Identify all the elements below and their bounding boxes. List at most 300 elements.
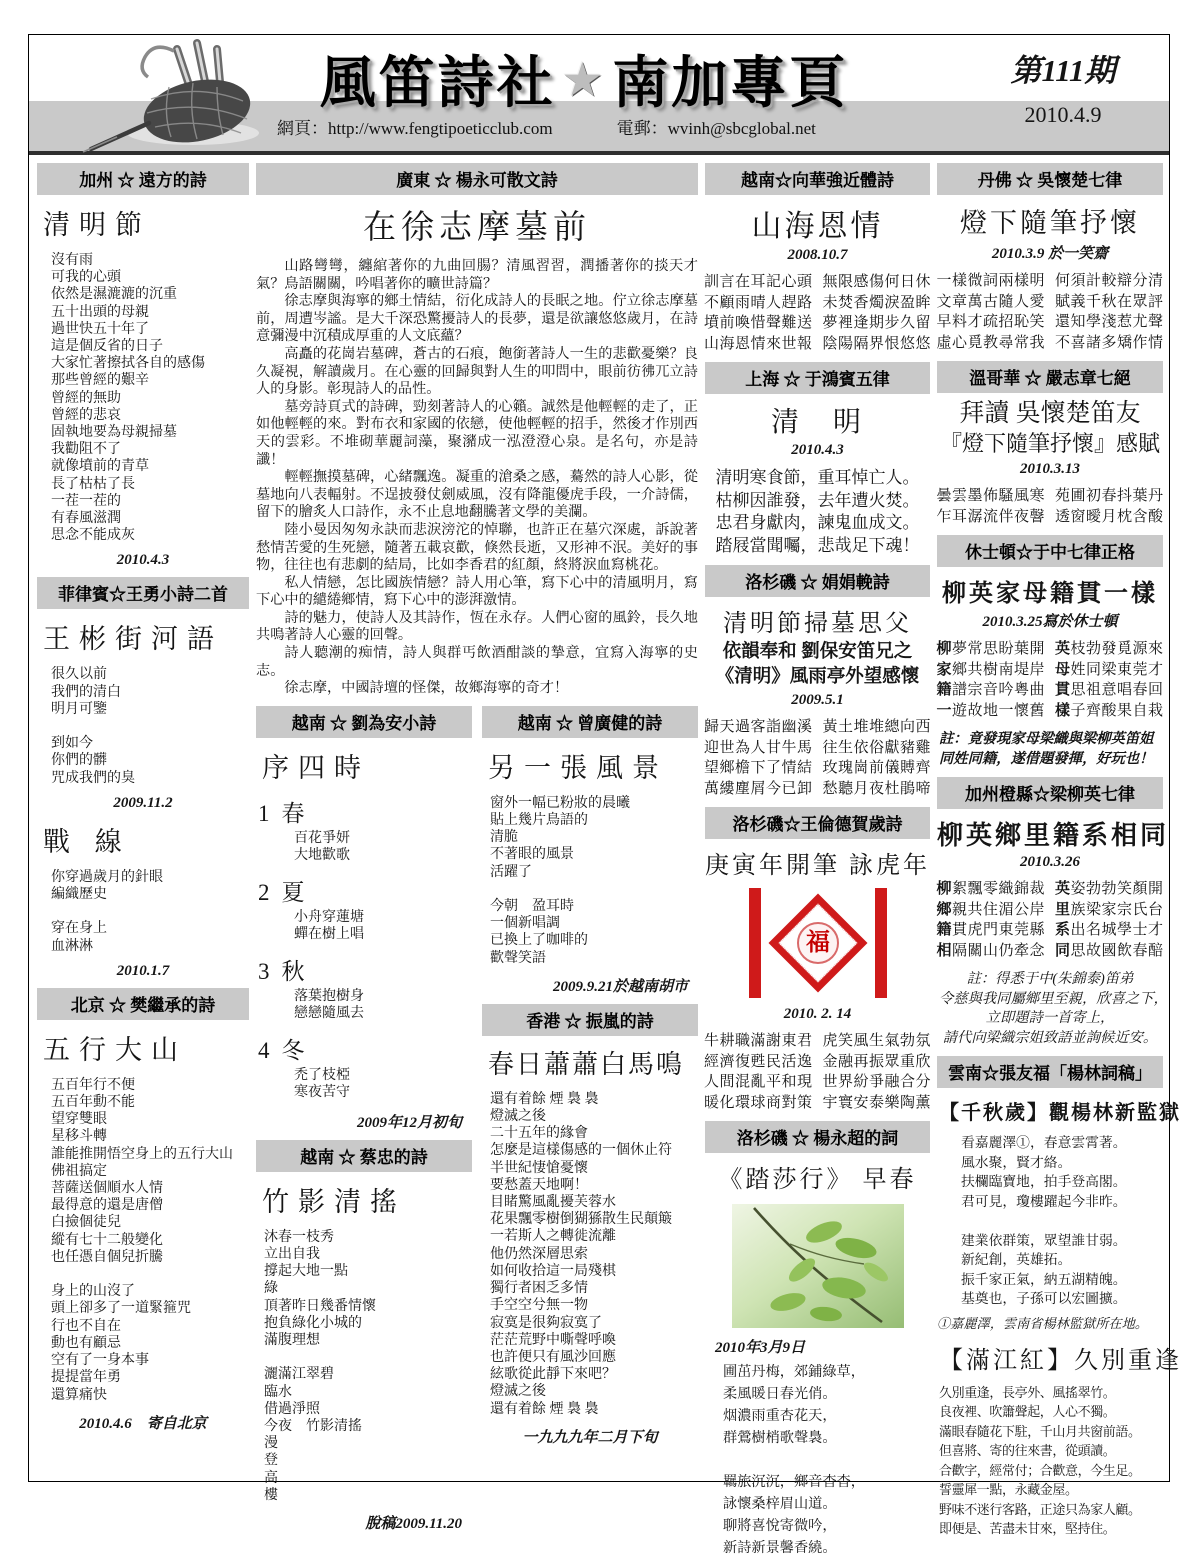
couplet-left: 萬縷塵屑今已卸 xyxy=(703,780,813,797)
poem-title: 庚寅年開筆 詠虎年 xyxy=(705,853,930,879)
poem-line: 一若斯人之轉徙流離 xyxy=(490,1229,616,1245)
couplet-right: 苑圃初春抖葉丹 xyxy=(1055,488,1164,504)
stanza-number: 3 xyxy=(258,958,270,984)
poem-line: 你們的髒 xyxy=(51,753,107,769)
poem-line: 戀戀隨風去 xyxy=(294,1006,364,1022)
couplet-row xyxy=(937,507,1163,528)
couplet-left: 墳前喚惜聲難送 xyxy=(703,315,813,331)
couplet-row xyxy=(937,639,1163,660)
ci-qianqiusui xyxy=(937,1096,1181,1332)
poem-line: 固執地要為母親掃墓 xyxy=(51,425,177,441)
poem-date: 2010.1.7 xyxy=(116,962,170,979)
poem-line xyxy=(723,1449,930,1471)
poem-lingyizhangfengjing xyxy=(482,746,698,996)
poem-xusishi xyxy=(256,746,472,1132)
stanza-season: 夏 xyxy=(281,879,305,905)
column-2 xyxy=(256,163,698,1533)
poem-subtitle: 《清明》風雨亭外望感懷 xyxy=(715,667,920,687)
poem-line: 大地歡歌 xyxy=(294,848,350,864)
couplet-right: 陰陽隔界恨悠悠 xyxy=(822,335,932,352)
essay-paragraph: 詩的魅力，使詩人及其詩作，恆在永存。人們心窗的風鈴，長久地共鳴著詩人心靈的回聲。 xyxy=(256,609,698,644)
poem-line: 二十五年的緣會 xyxy=(490,1126,588,1142)
couplet-right: 系出名城學士才 xyxy=(1055,922,1164,938)
poem-line: 登 xyxy=(264,1453,278,1469)
poem-date: 2010年3月9日 xyxy=(715,1340,806,1356)
ci-line: 君可見，瓊樓躍起今非昨。 xyxy=(961,1193,1127,1209)
couplet-right: 英枝勃發覓源來 xyxy=(1055,641,1164,657)
couplet-right: 愁聽月夜杜鵑啼 xyxy=(822,780,932,797)
website-url: 網頁：http://www.fengtipoeticclub.com xyxy=(277,119,553,138)
poem-line: 曾經的悲哀 xyxy=(51,407,121,423)
ci-title: 【滿江紅】久別重逢 xyxy=(939,1347,1182,1374)
poem-date: 2008.10.7 xyxy=(787,247,848,263)
couplet-row xyxy=(705,313,930,334)
poem-line: 就像墳前的青草 xyxy=(51,459,149,475)
poem-line: 血淋淋 xyxy=(51,938,93,954)
couplet-left: 柳絮飄零織錦裁 xyxy=(936,881,1045,897)
papercut-diamond xyxy=(768,894,867,993)
poem-qingming-wulv xyxy=(705,400,930,557)
poem-date: 2009.5.1 xyxy=(791,692,844,708)
stanza-number: 2 xyxy=(258,879,270,905)
poem-line: 茫茫荒野中嘶聲呼喚 xyxy=(490,1332,616,1348)
couplet-left: 歸天過客詣幽溪 xyxy=(703,719,813,735)
couplet-right: 母姓同梁東莞才 xyxy=(1055,661,1164,678)
poem-line xyxy=(490,881,698,898)
ci-line: 風水聚，賢才絡。 xyxy=(961,1154,1072,1170)
couplet-left: 乍耳潺流伴夜韾 xyxy=(936,508,1045,525)
couplet-row xyxy=(705,1031,930,1052)
essay-paragraph: 輕輕撫摸墓碑，心緒飄逸。凝重的滄桑之感，驀然的詩人心影，從墓地向八表輻射。不逞披發仗劍威風，沒有降龍優虎手段，一介詩儒，留下的膾炙人口詩作，永不止息地翻騰著文學的美瀾。 xyxy=(256,469,698,521)
section-banner-denver: 丹佛 ☆ 吳懷楚七律 xyxy=(937,163,1163,195)
poem-line: 新詩新景馨香繞。 xyxy=(723,1540,837,1556)
poem-line: 枯柳因誰發，去年遭火焚。 xyxy=(715,490,920,510)
ci-line: 良夜裡、吹簫聲起，人心不獨。 xyxy=(939,1404,1116,1419)
couplet-left: 牛耕職滿謝東君 xyxy=(703,1033,813,1049)
note-line: 同姓同籍，遂借題發揮，好玩也！ xyxy=(939,750,1154,767)
couplet-right: 透窗曖月枕含酸 xyxy=(1055,508,1164,525)
page-body xyxy=(29,155,1182,1556)
page-title-left: 風笛詩社 xyxy=(319,53,556,115)
stanza-season: 秋 xyxy=(281,958,305,984)
ci-footnote: ①嘉麗澤，雲南省楊林監獄所在地。 xyxy=(937,1315,1148,1331)
stanza-heading xyxy=(258,1032,472,1065)
couplet-block xyxy=(705,1031,930,1113)
couplet-row xyxy=(705,1072,930,1093)
note-line: 令慈與我同屬鄉里至親，欣喜之下， xyxy=(939,990,1168,1007)
poem-line: 如何收拾這一局殘棋 xyxy=(490,1263,616,1279)
poem-line xyxy=(51,903,249,920)
poem-saomusifu xyxy=(705,603,930,799)
poem-line: 禿了枝椏 xyxy=(294,1067,350,1083)
fu-character: 福 xyxy=(797,922,839,964)
page-title xyxy=(244,39,924,119)
poem-line: 星移斗轉 xyxy=(51,1129,107,1145)
couplet-row xyxy=(705,758,930,779)
poem-note xyxy=(939,730,1161,769)
sub-column-right xyxy=(482,706,698,1537)
couplet-right: 同思故國飲春醅 xyxy=(1055,942,1164,959)
poem-line: 到如今 xyxy=(51,736,93,752)
poem-line: 沐春一枝秀 xyxy=(264,1229,334,1245)
poem-line: 忠君身獻肉，諫鬼血成文。 xyxy=(715,513,920,532)
couplet-right: 夢裡逢期步久留 xyxy=(822,315,932,331)
poem-line: 已換上了咖啡的 xyxy=(490,933,588,949)
poem-baidu-ganfu xyxy=(937,399,1163,527)
poem-line: 誰能推開悟空身上的五行大山 xyxy=(51,1146,233,1162)
masthead xyxy=(29,35,1169,155)
poem-line: 寂寞是很夠寂寞了 xyxy=(490,1315,602,1331)
couplet-right: 未焚香燭淚盈眸 xyxy=(822,294,932,311)
poem-line: 一個新唱調 xyxy=(490,916,560,932)
ci-body xyxy=(937,1383,1163,1539)
poem-line: 大家忙著擦拭各自的感傷 xyxy=(51,356,205,372)
couplet-right: 貫思祖意唱春回 xyxy=(1055,682,1164,698)
stanza-heading xyxy=(258,953,472,986)
masthead-contact xyxy=(277,114,927,139)
poem-body xyxy=(37,252,249,544)
issue-number: 第111期 xyxy=(1010,53,1116,88)
poem-subtitle: 依韻奉和 劉保安笛兄之 xyxy=(722,642,913,662)
couplet-row xyxy=(705,779,930,800)
couplet-row xyxy=(937,333,1163,354)
poem-line: 最得意的還是唐僧 xyxy=(51,1198,163,1214)
poem-shanhaienqing xyxy=(705,201,930,354)
couplet-left: 籍貫虎門東莞縣 xyxy=(936,922,1045,938)
couplet-right: 英姿勃勃笑顏開 xyxy=(1055,881,1164,897)
poem-line: 撐起大地一點 xyxy=(264,1264,348,1280)
poem-body xyxy=(482,795,698,967)
poem-dengxiasuibi xyxy=(937,201,1163,353)
ci-manjianghong xyxy=(937,1340,1182,1539)
couplet-row xyxy=(705,1093,930,1114)
issue-block xyxy=(973,45,1153,128)
poem-line: 頭上卻多了一道緊箍咒 xyxy=(51,1301,191,1317)
bagpipe-icon xyxy=(81,35,271,158)
essay-paragraph: 私人情戀，怎比國族情戀？詩人用心筆，寫下心中的清風明月，寫下心中的繾綣鄉情，寫下心中的澎湃激情。 xyxy=(256,574,698,609)
couplet-left: 文章萬古隨人愛 xyxy=(936,293,1045,310)
sub-column-left xyxy=(256,706,472,1537)
couplet-row xyxy=(937,941,1163,962)
poem-line: 半世紀悽愴憂懷 xyxy=(490,1160,588,1176)
poem-date: 一九九九年二月下旬 xyxy=(522,1429,658,1446)
couplet-row xyxy=(705,272,930,293)
couplet-left: 望鄉檐下了情結 xyxy=(703,760,813,776)
couplet-row xyxy=(937,701,1163,722)
poem-date: 2010. 2. 14 xyxy=(783,1006,852,1022)
stanza xyxy=(256,795,472,865)
note-line: 請代向梁織宗姐致語並詢候近安。 xyxy=(942,1029,1158,1046)
poem-line: 高 xyxy=(264,1470,278,1486)
couplet-row xyxy=(937,312,1163,333)
stanza xyxy=(256,1032,472,1102)
couplet-left: 人間混亂平和現 xyxy=(703,1074,813,1090)
poem-line: 動也有顧忌 xyxy=(51,1335,121,1351)
poem-body xyxy=(256,1229,472,1504)
couplet-row xyxy=(705,738,930,759)
poem-line: 五百年動不能 xyxy=(51,1095,135,1111)
ci-line: 滿眼春隨花下駐，千山月共窗前語。 xyxy=(939,1423,1141,1439)
couplet-left: 相隔關山仍牽念 xyxy=(936,942,1045,959)
couplet-left: 曇雲墨佈騷風寒 xyxy=(936,488,1045,504)
poem-title: 『燈下隨筆抒懷』感賦 xyxy=(939,431,1160,456)
couplet-right: 玫瑰崗前儀賻齊 xyxy=(822,760,932,776)
couplet-right: 金融再振眾重欣 xyxy=(822,1053,932,1070)
poem-line: 還有着餘 煙 裊 裊 xyxy=(490,1091,599,1107)
poem-line: 穿在身上 xyxy=(51,921,107,937)
section-banner-xianghuaqiang: 越南☆向華強近體詩 xyxy=(705,163,930,195)
poem-line: 也任憑自個兒折騰 xyxy=(51,1249,163,1265)
couplet-right: 往生依俗獻豬雞 xyxy=(822,739,932,756)
section-banner-zengguangjian: 越南 ☆ 曾廣健的詩 xyxy=(482,706,698,738)
poem-date: 2009.11.2 xyxy=(113,794,173,811)
poem-date: 2010.3.13 xyxy=(1020,461,1080,477)
poem-line: 一茬一茬的 xyxy=(51,493,121,509)
couplet-block xyxy=(705,272,930,354)
couplet-left: 虛心覓教尋常我 xyxy=(936,334,1045,351)
poem-title: 《踏莎行》 早春 xyxy=(718,1167,917,1193)
poem-title: 山海恩情 xyxy=(751,210,884,243)
stanza-heading xyxy=(258,795,472,828)
section-banner-houston: 休士頓☆于中七律正格 xyxy=(937,535,1163,567)
fu-papercut-image xyxy=(742,888,894,998)
poem-line: 很久以前 xyxy=(51,667,107,683)
poem-line: 詠懷桑梓眉山道。 xyxy=(723,1496,837,1512)
poem-line: 小舟穿蓮塘 xyxy=(294,909,364,925)
poem-line: 這是個反省的日子 xyxy=(51,339,163,355)
poem-line: 還算痛快 xyxy=(51,1387,107,1403)
poem-body xyxy=(37,1077,249,1404)
section-banner-shanghai: 上海 ☆ 于鴻賓五律 xyxy=(705,362,930,394)
poem-line: 空有了一身本事 xyxy=(51,1353,149,1369)
poem-date: 2010.3.9 於一笑齋 xyxy=(991,246,1109,262)
essay-body xyxy=(256,258,698,698)
essay-paragraph: 陸小曼因匆匆永訣而悲淚滂沱的悼聯，也許正在墓穴深處，訴說著愁情苦愛的生死戀，隨著五載哀歡，倏然長逝，又形神不泯。美好的事物，往往也有悲劇的結局，比如李香君的紅顏，終將淚血寫桃花。 xyxy=(256,521,698,574)
poem-line: 灑滿江翠碧 xyxy=(264,1367,334,1383)
couplet-left: 迎世為人甘牛馬 xyxy=(703,739,813,756)
poem-line: 也許便只有風沙回應 xyxy=(490,1349,616,1365)
papercut-inner xyxy=(778,903,857,982)
poem-line: 烟濃雨重杏花天， xyxy=(723,1408,837,1424)
poem-title: 燈下隨筆抒懷 xyxy=(960,208,1140,238)
poem-date: 脫稿2009.11.20 xyxy=(365,1516,462,1533)
poem-wangbinjie xyxy=(37,617,249,811)
poem-date: 2010.4.3 xyxy=(116,552,170,569)
poem-line: 不著眼的風景 xyxy=(490,847,574,863)
couplet-right: 里族梁家宗氏台 xyxy=(1055,901,1164,918)
poem-title: 清明節掃墓思父 xyxy=(723,611,912,637)
section-banner-liuweian: 越南 ☆ 劉為安小詩 xyxy=(256,706,472,738)
stanza xyxy=(256,953,472,1023)
poem-line: 漫 xyxy=(264,1436,278,1452)
stanza-number: 4 xyxy=(258,1037,270,1063)
leaves-photo xyxy=(732,1204,904,1328)
poem-line: 清脆 xyxy=(490,830,518,846)
poem-line: 絃歌從此靜下來吧？ xyxy=(490,1367,616,1383)
essay-paragraph: 徐志摩與海寧的鄉土情結，衍化成詩人的長眠之地。佇立徐志摩墓前，周遭岑謐。是大千深恐驚擾詩人的長夢，還是欲讓悠悠歲月，在詩意彌漫中沉積成厚重的人文底蘊？ xyxy=(256,293,698,345)
poem-line: 百花爭妍 xyxy=(294,830,350,846)
poem-line: 燈滅之後 xyxy=(490,1109,546,1125)
poem-line: 立出自我 xyxy=(264,1247,320,1263)
couplet-right: 黃土堆堆總向西 xyxy=(822,719,932,735)
ci-line xyxy=(961,1211,1163,1231)
poem-line: 思念不能成灰 xyxy=(51,528,135,544)
poem-body xyxy=(482,1091,698,1418)
couplet-right: 樣子齊酸果自栽 xyxy=(1055,702,1164,719)
poem-date: 2010.3.26 xyxy=(1020,854,1080,870)
poem-line: 滿腹理想 xyxy=(264,1333,320,1349)
essay-paragraph: 山路彎彎，纏綰著你的九曲回腸？清風習習，潤播著你的掞天才氣？鳥語關關，吟唱著你的曠世詩篇？ xyxy=(256,258,698,292)
poem-line: 抱負綠化小城的 xyxy=(264,1315,362,1331)
section-banner-vancouver: 溫哥華 ☆ 嚴志章七絕 xyxy=(937,361,1163,393)
email-address: 電郵：wvinh@sbcglobal.net xyxy=(616,119,816,138)
poem-date: 2010.4.6 寄自北京 xyxy=(79,1415,207,1432)
couplet-right: 宇寰安泰樂陶薰 xyxy=(822,1094,932,1111)
poem-line: 望穿雙眼 xyxy=(51,1112,107,1128)
couplet-left: 一樣微詞兩樣明 xyxy=(936,273,1045,289)
poem-line: 我勸阻不了 xyxy=(51,442,121,458)
ci-title: 【千秋歲】觀楊林新監獄 xyxy=(939,1102,1181,1124)
section-banner-philippines: 菲律賓☆王勇小詩二首 xyxy=(37,577,249,609)
poem-line: 縱有七十二般變化 xyxy=(51,1232,163,1248)
poem-line: 活躍了 xyxy=(490,864,532,880)
couplet-block xyxy=(937,271,1163,353)
poem-title: 王彬街河語 xyxy=(43,624,223,655)
couplet-left: 不顧雨晴人趕路 xyxy=(703,294,813,311)
section-banner-beijing: 北京 ☆ 樊繼承的詩 xyxy=(37,988,249,1020)
poem-line: 借過淨照 xyxy=(264,1401,320,1417)
section-banner-juanjuan: 洛杉磯 ☆ 娟娟輓詩 xyxy=(705,565,930,597)
poem-body xyxy=(37,666,249,786)
poem-liuying-xiangli xyxy=(936,815,1170,1048)
poem-line: 他仍然深層思索 xyxy=(490,1246,588,1262)
poem-body xyxy=(705,1361,930,1559)
issue-date: 2010.4.9 xyxy=(1024,102,1102,127)
ci-line: 久別重逢，長亭外、風搖翠竹。 xyxy=(939,1384,1116,1400)
couplet-right: 虎笑風生氣勃氛 xyxy=(822,1033,932,1049)
couplet-row xyxy=(937,271,1163,292)
couplet-right: 賦義千秋在眾評 xyxy=(1055,293,1164,310)
section-banner-caizhong: 越南 ☆ 蔡忠的詩 xyxy=(256,1140,472,1172)
poem-line: 貼上幾片鳥語的 xyxy=(490,813,588,829)
section-banner-yunnan: 雲南☆張友福「楊林詞稿」 xyxy=(937,1056,1163,1088)
poem-title: 柳英鄉里籍系相同 xyxy=(937,821,1170,850)
poem-line: 行也不自在 xyxy=(51,1318,121,1334)
couplet-block xyxy=(937,879,1163,961)
poem-title: 五行大山 xyxy=(43,1034,187,1065)
couplet-right: 何須計較辯分清 xyxy=(1055,273,1164,289)
sub-columns xyxy=(256,706,698,1537)
poem-line: 長了枯枯了長 xyxy=(51,476,135,492)
couplet-block xyxy=(705,717,930,799)
poem-line: 怎麼是這樣傷感的一個休止符 xyxy=(490,1143,672,1159)
couplet-left: 籍譜宗音吟粵曲 xyxy=(936,682,1045,698)
poem-line: 綠 xyxy=(264,1281,278,1297)
poem-title: 春日蕭蕭白馬鳴 xyxy=(488,1049,685,1079)
poem-line xyxy=(264,1349,472,1366)
couplet-left: 經濟復甦民活逸 xyxy=(703,1053,813,1070)
poem-date: 2009年12月初旬 xyxy=(356,1114,462,1131)
poem-line: 手空空兮無一物 xyxy=(490,1298,588,1314)
page-title-right: 南加專頁 xyxy=(612,53,849,115)
poem-qingmingjie xyxy=(37,203,249,569)
couplet-row xyxy=(705,1052,930,1073)
poem-line: 五十出頭的母親 xyxy=(51,304,149,320)
poem-line: 有春風滋潤 xyxy=(51,511,121,527)
couplet-left: 一遊故地一懷舊 xyxy=(936,702,1045,719)
poem-line: 明月可鑒 xyxy=(51,701,107,717)
couplet-row xyxy=(705,293,930,314)
section-banner-yangyongchao: 洛杉磯 ☆ 楊永超的詞 xyxy=(705,1121,930,1153)
poem-line: 佛祖搞定 xyxy=(51,1163,107,1179)
poem-line: 咒成我們的臭 xyxy=(51,770,135,786)
poem-body xyxy=(705,467,930,557)
couplet-row xyxy=(937,900,1163,921)
note-line: 註：竟發現家母梁織與梁柳英笛姐 xyxy=(939,731,1154,747)
ci-line: 扶欄臨寶地，拍手登高閣。 xyxy=(961,1174,1127,1189)
essay-paragraph: 徐志摩，中國詩壇的怪傑，故鄉海寧的奇才！ xyxy=(284,680,569,697)
poem-title: 另一張風景 xyxy=(488,752,668,783)
note-line: 立即題詩一首寄上， xyxy=(985,1010,1115,1026)
poem-line: 今夜 竹影清搖 xyxy=(264,1419,362,1435)
poem-title: 清 明 xyxy=(770,407,864,438)
poem-date: 2010.4.3 xyxy=(791,442,844,458)
poem-note xyxy=(939,970,1168,1048)
poem-zhuyingqingyao xyxy=(256,1180,472,1533)
couplet-right: 世界紛爭融合分 xyxy=(822,1074,932,1090)
poem-line: 依然是濕漉漉的沉重 xyxy=(51,287,177,303)
papercut-left-bar xyxy=(749,888,761,998)
poem-line: 今朝 盈耳時 xyxy=(490,899,574,915)
section-banner-orangecounty: 加州橙縣☆梁柳英七律 xyxy=(937,777,1163,809)
couplet-row xyxy=(937,920,1163,941)
ci-line: 野味不迷行客路，正途只為家人顧。 xyxy=(939,1501,1141,1517)
couplet-right: 無限感傷何日休 xyxy=(822,274,932,290)
couplet-right: 不喜諸多矯作情 xyxy=(1055,334,1164,351)
poem-liuying-jiaguan xyxy=(937,573,1163,769)
ci-body xyxy=(937,1133,1163,1309)
poem-line: 燈滅之後 xyxy=(490,1384,546,1400)
couplet-row xyxy=(937,879,1163,900)
section-banner-guangdong: 廣東 ☆ 楊永可散文詩 xyxy=(256,163,698,195)
poem-line: 蟬在樹上唱 xyxy=(294,927,364,943)
poem-line: 編織歷史 xyxy=(51,887,107,903)
poem-wuxingdashan xyxy=(37,1028,249,1433)
couplet-row xyxy=(937,660,1163,681)
poem-date: 2010.3.25寫於休士頓 xyxy=(982,614,1118,630)
column-4 xyxy=(936,163,1182,1536)
ci-line: 但喜將、寄的往來書，從頭讀。 xyxy=(939,1443,1116,1458)
ci-line: 合歡字，經常付；合歡意，今生足。 xyxy=(939,1462,1141,1478)
couplet-block xyxy=(937,486,1163,527)
ci-line: 看嘉麗澤①，春意雲霄著。 xyxy=(961,1135,1127,1150)
essay-xuzhimo xyxy=(256,201,698,698)
ci-line: 新紀創，英雄拓。 xyxy=(961,1252,1072,1267)
couplet-left: 山海恩情來世報 xyxy=(703,335,813,352)
poem-line: 寒夜苦守 xyxy=(294,1085,350,1101)
couplet-row xyxy=(937,292,1163,313)
poem-line: 身上的山沒了 xyxy=(51,1284,135,1300)
poem-yonghunian xyxy=(705,845,930,1113)
stanza-heading xyxy=(258,874,472,907)
poem-line: 過世快五十年了 xyxy=(51,321,149,337)
poem-line: 目睹驚風亂擾芙蓉水 xyxy=(490,1195,616,1211)
poem-body xyxy=(37,869,249,955)
poem-line: 群鶯樹梢歌聲裊。 xyxy=(723,1430,837,1446)
poem-line: 白撿個徒兒 xyxy=(51,1215,121,1231)
stanza xyxy=(256,874,472,944)
poem-line xyxy=(51,718,249,735)
